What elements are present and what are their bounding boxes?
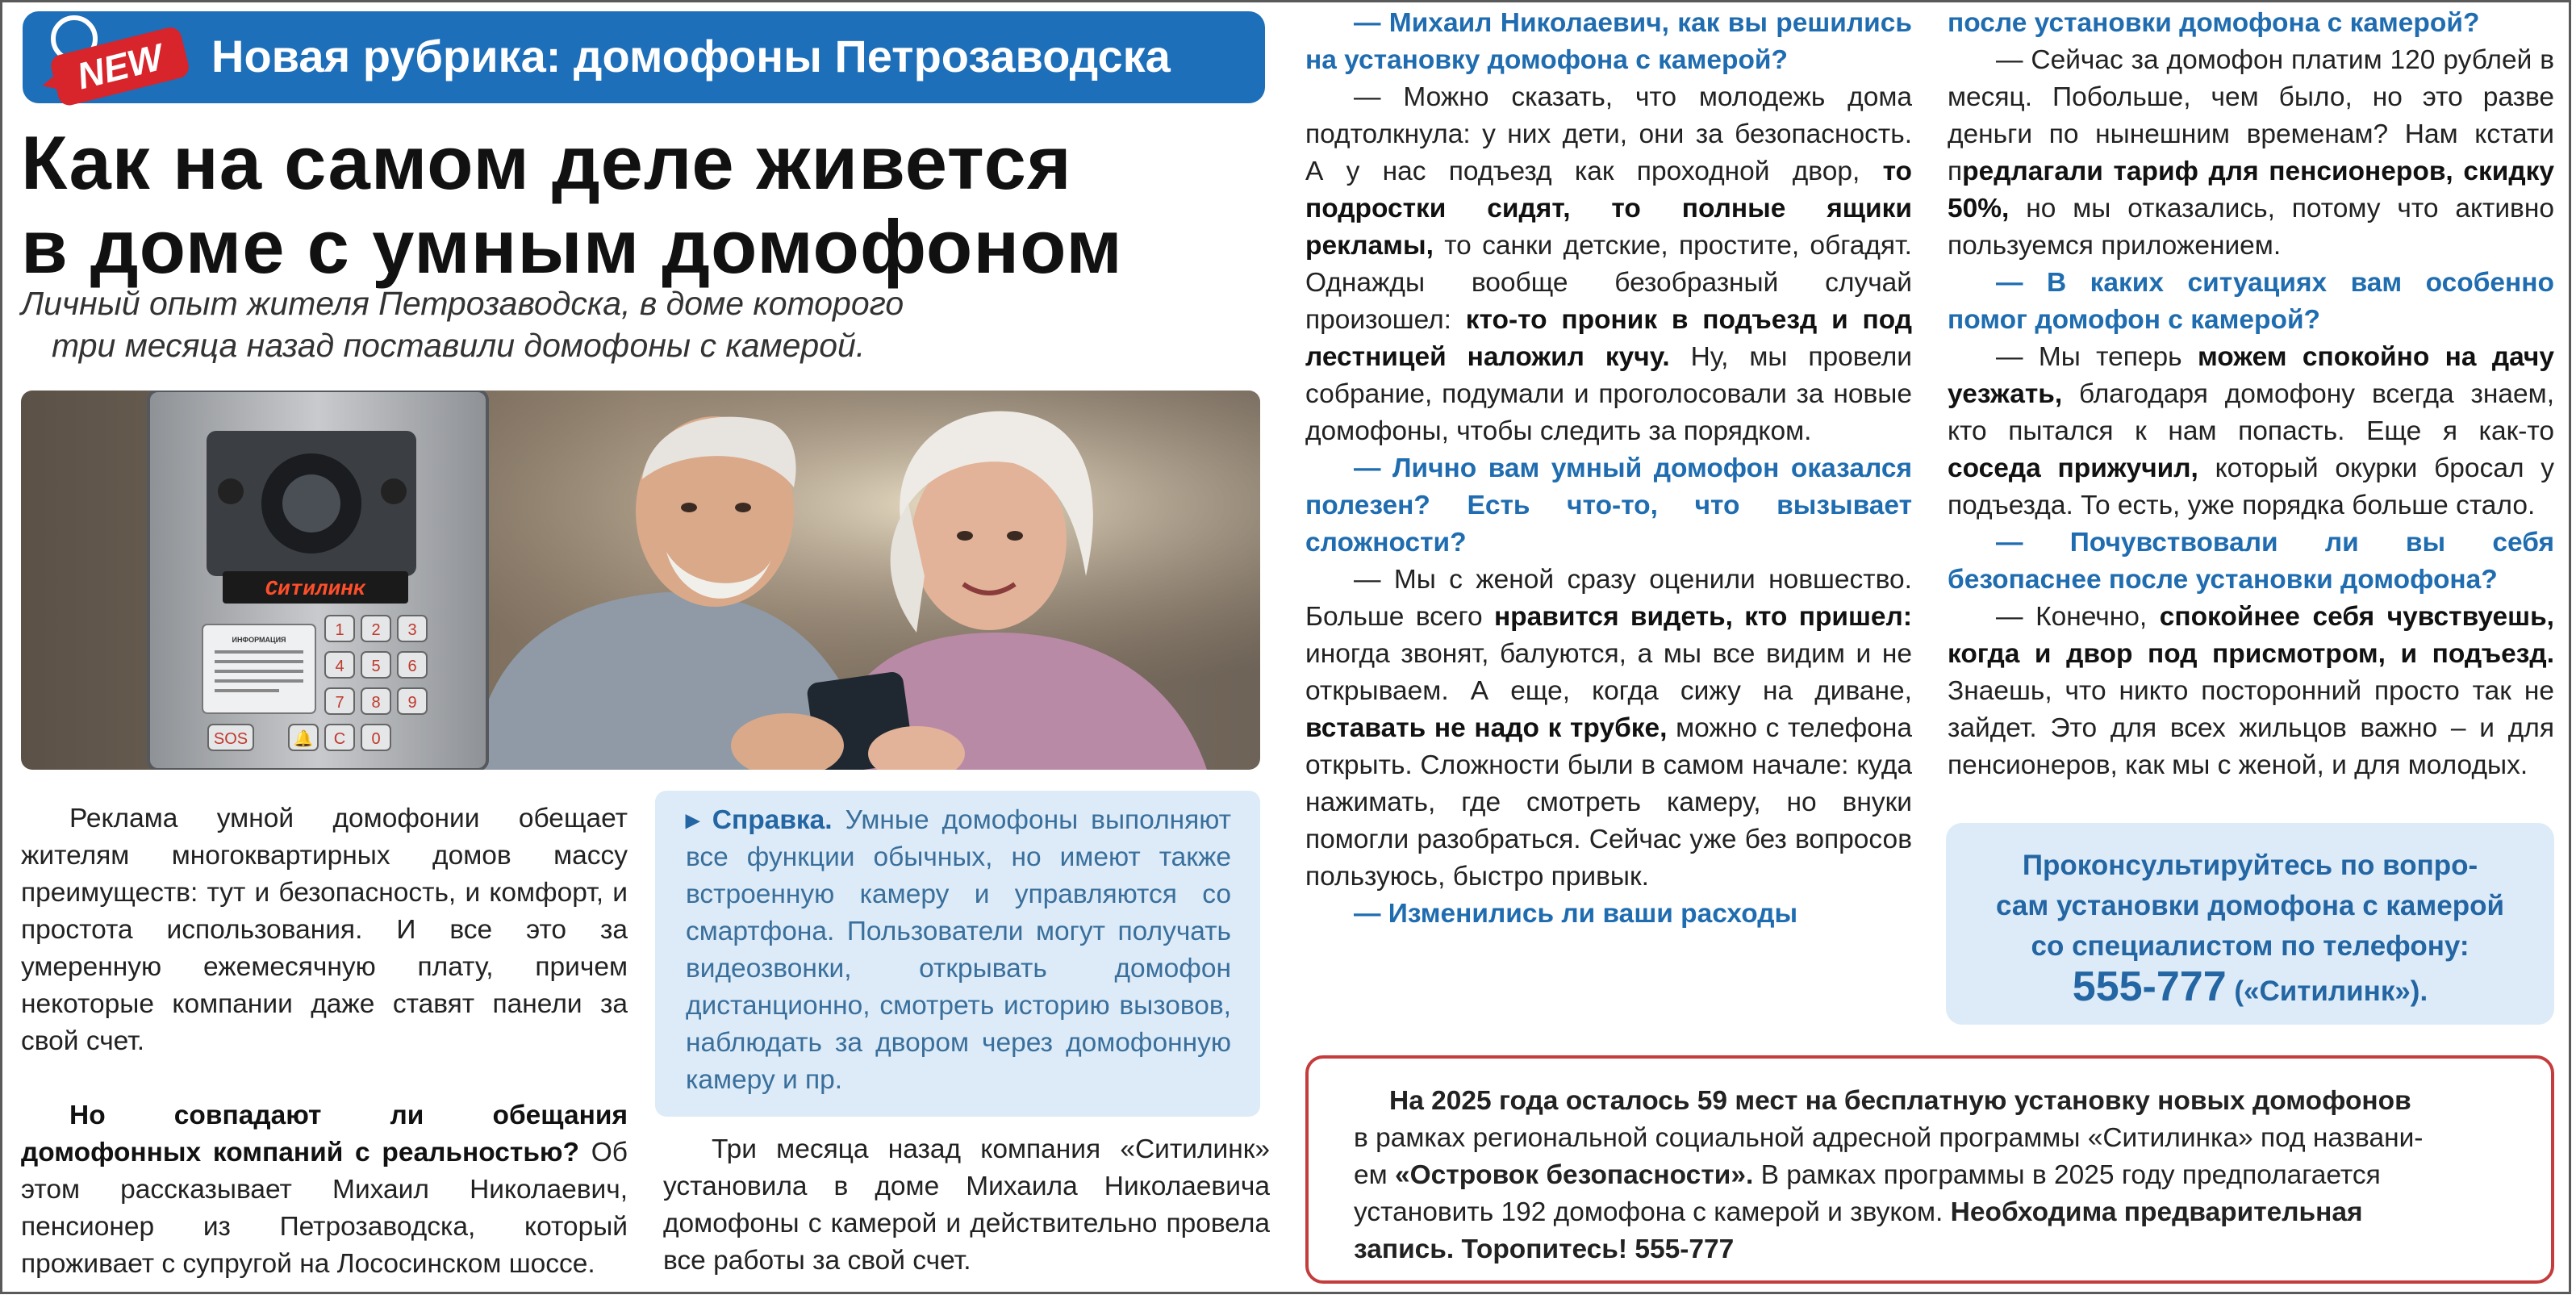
answer-4: — Мы теперь можем спокойно на дачу уезжать, благодаря домофону всегда знаем, кто пытался к нам попасть. Еще я как-то соседа прижучил, который окурки бросал у подъезда. То есть, уже порядка больше стало. [1948, 342, 2554, 520]
intercom-key-label: 2 [371, 621, 381, 639]
consult-line-2: сам установки домофона с камерой [1995, 890, 2505, 921]
promo-line-3: ем «Островок безопасности». В рамках программы в 2025 году предполагается [1354, 1160, 2381, 1190]
intercom-key-label: 4 [335, 658, 344, 675]
consultation-box [1946, 823, 2554, 1025]
intro-paragraph: Реклама умной домофонии обещает жителям многоквартирных домов массу преимуществ: тут и безопасность, и комфорт, и простота использования. И все это за умеренную ежемесячную плату, причем некоторые компании даже ставят панели за свой счет. [21, 804, 628, 1056]
intercom-key-label: 🔔 [293, 730, 314, 748]
intercom-key-label: 6 [407, 658, 417, 675]
interview-column-1 [1305, 5, 1912, 933]
intercom-panel [148, 391, 487, 770]
intro-question-paragraph [21, 1097, 628, 1283]
promo-box [1305, 1055, 2554, 1284]
intercom-key-label: 3 [407, 621, 417, 639]
install-paragraph-block [663, 1131, 1270, 1280]
subtitle-line-1: Личный опыт жителя Петрозаводска, в доме которого [21, 285, 904, 322]
install-paragraph: Три месяца назад компания «Ситилинк» установила в доме Михаила Николаевича домофоны с камерой и действительно провела все работы за свой счет. [663, 1134, 1270, 1276]
headline-line-2: в доме с умным домофоном [21, 204, 1123, 289]
rubric-title: Новая рубрика: домофоны Петрозаводска [211, 31, 1171, 81]
intercom-info-title: ИНФОРМАЦИЯ [232, 636, 286, 644]
consult-company: («Ситилинк»). [2226, 975, 2428, 1007]
question-2: — Лично вам умный домофон оказался полезен? Есть что-то, что вызывает сложности? [1305, 453, 1912, 558]
interview-column-2 [1948, 5, 2554, 784]
promo-line-4: установить 192 домофона с камерой и звуком. Необходима предварительная [1354, 1197, 2363, 1227]
info-body: Умные домофоны выполняют все функции обычных, но имеют также встроенную камеру и управляются со смартфона. Пользователи могут получать видеозвонки, открывать домофон дистанционно, смотреть историю вызовов, наблюдать за двором через домофонную камеру и пр. [686, 805, 1231, 1095]
intercom-key-label: C [333, 730, 346, 748]
promo-line-5: запись. Торопитесь! 555-777 [1354, 1234, 1735, 1264]
answer-5: — Конечно, спокойнее себя чувствуешь, когда и двор под присмотром, и подъезд. Знаешь, что никто посторонний просто так не зайдет. Это для всех жильцов важно – и для пенсионеров, как мы с женой, и для молодых. [1948, 602, 2554, 780]
intercom-key-label: 5 [371, 658, 381, 675]
new-badge [32, 11, 202, 108]
subtitle [21, 282, 1070, 366]
consult-line-3: со специалистом по телефону: [2031, 930, 2470, 962]
question-3-start: — Изменились ли ваши расходы [1354, 899, 1798, 929]
consult-phone[interactable]: 555-777 [2072, 963, 2227, 1010]
info-box [655, 791, 1260, 1117]
consult-line-1: Проконсультируйтесь по вопро- [2022, 850, 2478, 881]
info-box-text [686, 802, 1231, 1099]
answer-3: — Сейчас за домофон платим 120 рублей в месяц. Побольше, чем было, но это разве деньги по нынешним временам? Нам кстати предлагали тариф для пенсионеров, скидку 50%, но мы отказались, потому что активно пользуемся приложением. [1948, 45, 2554, 261]
question-4: — В каких ситуациях вам особенно помог домофон с камерой? [1948, 268, 2554, 335]
promo-line-2: в рамках региональной социальной адресной программы «Ситилинка» под названи- [1354, 1123, 2424, 1153]
answer-1: — Можно сказать, что молодежь дома подтолкнула: у них дети, они за безопасность. А у нас подъезд как проходной двор, то подростки сидят, то полные ящики рекламы, то санки детские, простите, обгадят. Однажды вообще безобразный случай произошел: кто-то проник в подъезд и под лестницей наложил кучу. Ну, мы провели собрание, подумали и проголосовали за новые домофоны, чтобы следить за порядком. [1305, 82, 1912, 446]
question-5: — Почувствовали ли вы себя безопаснее после установки домофона? [1948, 528, 2554, 595]
intro-question: Но совпадают ли обещания домофонных компаний с реальностью? [21, 1101, 628, 1167]
subtitle-line-2: три месяца назад поставили домофоны с камерой. [52, 327, 866, 364]
intercom-display: Ситилинк [265, 577, 366, 601]
article-photo [21, 391, 1260, 770]
intercom-key-label: 0 [371, 730, 381, 748]
intercom-key-label: SOS [213, 730, 248, 748]
question-3-end: после установки домофона с камерой? [1948, 8, 2480, 38]
intro-column [21, 800, 628, 1283]
new-badge-label: NEW [73, 36, 167, 98]
info-title: Справка. [712, 805, 833, 835]
intro-question-rest: Об этом рассказывает Михаил Николаевич, пенсионер из Петрозаводска, который проживает с супругой на Лососинском шоссе. [21, 1138, 628, 1279]
answer-2: — Мы с женой сразу оценили новшество. Больше всего нравится видеть, кто пришел: иногда звонят, балуются, а мы все видим и не открываем. А еще, когда сижу на диване, вставать не надо к трубке, можно с телефона открыть. Сложности были в самом начале: куда нажимать, где смотреть камеру, но внуки помогли разобраться. Сейчас уже без вопросов пользуюсь, быстро привык. [1305, 565, 1912, 892]
question-1: — Михаил Николаевич, как вы решились на установку домофона с камерой? [1305, 8, 1912, 75]
headline [21, 121, 1280, 289]
intercom-key-label: 1 [335, 621, 344, 639]
intercom-key-label: 7 [335, 694, 344, 712]
promo-line-1: На 2025 года осталось 59 мест на бесплатную установку новых домофонов [1389, 1086, 2411, 1116]
info-marker: ▸ [686, 805, 699, 835]
intercom-key-label: 9 [407, 694, 417, 712]
headline-line-1: Как на самом деле живется [21, 120, 1072, 205]
intercom-key-label: 8 [371, 694, 381, 712]
